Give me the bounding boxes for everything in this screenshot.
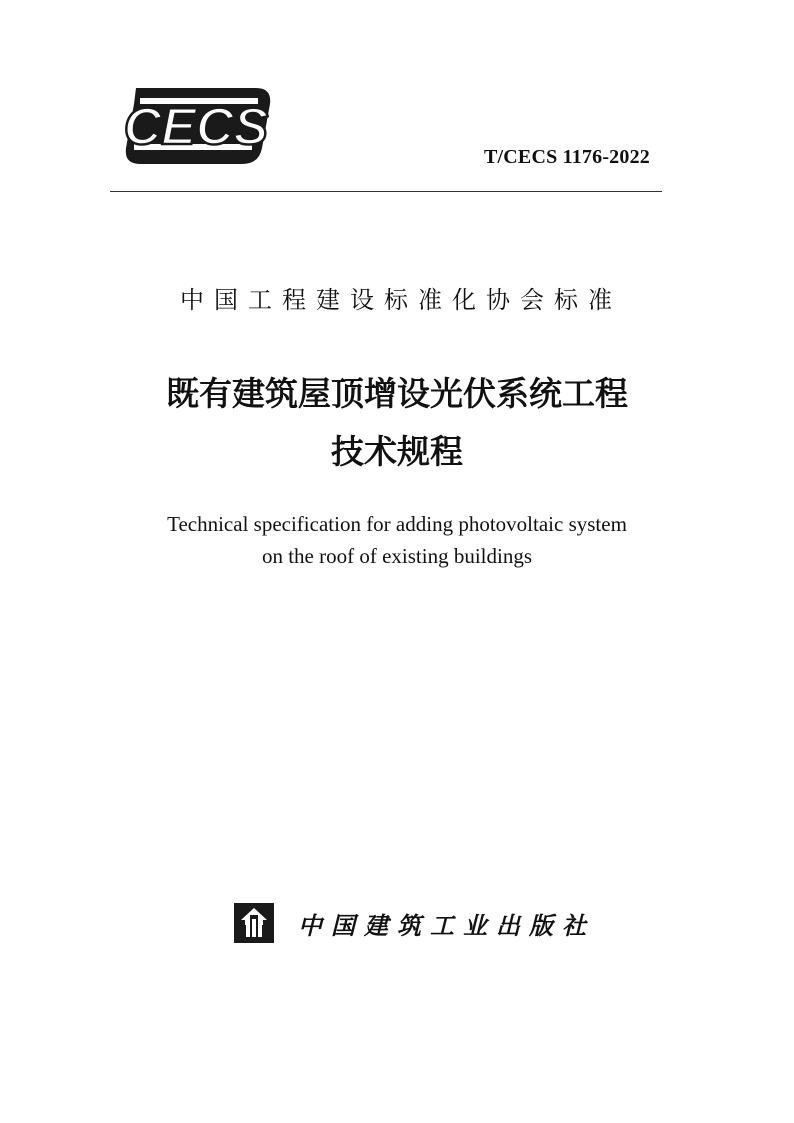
standard-number: T/CECS 1176-2022 xyxy=(483,146,650,168)
cecs-logo-icon xyxy=(122,84,274,168)
chinese-title xyxy=(0,365,794,481)
publisher xyxy=(232,900,595,946)
english-title xyxy=(0,508,794,572)
english-title-line-2: on the roof of existing buildings xyxy=(261,544,533,568)
english-title-line-1: Technical specification for adding photovoltaic system xyxy=(167,512,627,536)
cecs-logo xyxy=(122,84,274,168)
header-divider xyxy=(110,191,662,192)
publisher-emblem-icon xyxy=(232,901,276,945)
publisher-name: 中国建筑工业出版社 xyxy=(298,910,595,940)
chinese-title-line-1: 既有建筑屋顶增设光伏系统工程 xyxy=(166,374,628,413)
association-title: 中国工程建设标准化协会标准 xyxy=(180,286,622,314)
svg-text:CECS: CECS xyxy=(123,98,269,156)
chinese-title-line-2: 技术规程 xyxy=(331,432,463,471)
